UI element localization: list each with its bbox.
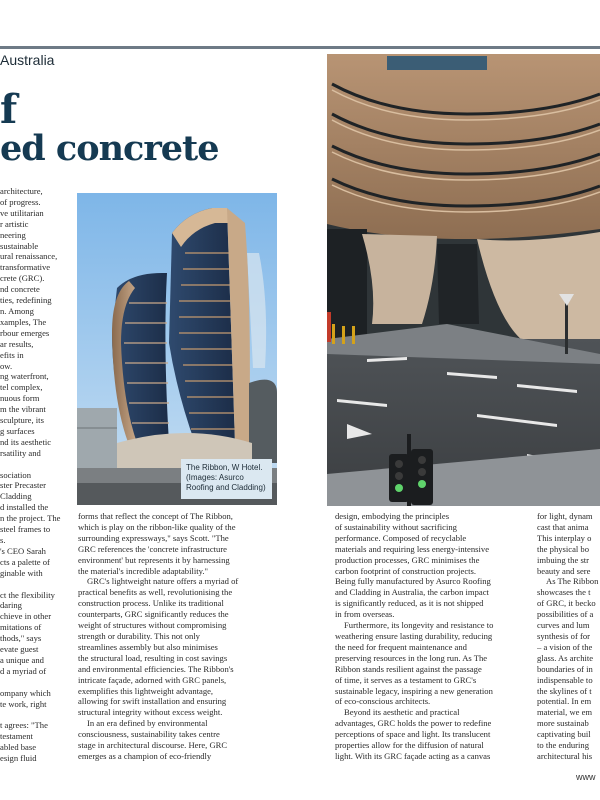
text-line: architecture,: [0, 186, 43, 196]
text-line: steel frames to: [0, 524, 51, 535]
text-line: in from overseas.: [335, 609, 395, 620]
text-line: environment' but represents it by harnessing: [78, 554, 230, 565]
body-column-1: [0, 186, 73, 780]
text-line: the need for frequent maintenance and: [335, 641, 467, 652]
text-line: ow.: [0, 360, 13, 371]
text-line: of GRC, it becko: [537, 598, 596, 609]
text-line: forms that reflect the concept of The Ribbon,: [78, 511, 233, 521]
caption-line-1: The Ribbon, W Hotel.: [186, 463, 263, 472]
text-line: evate guest: [0, 644, 39, 655]
footer-url: www: [576, 772, 596, 782]
text-line: crete (GRC).: [0, 273, 45, 284]
caption-line-3: Roofing and Cladding): [186, 483, 266, 492]
body-column-2: [78, 511, 278, 791]
text-line: GRC references the 'concrete infrastructure: [78, 543, 227, 554]
text-line: the physical bo: [537, 543, 590, 554]
text-line: [0, 710, 73, 721]
text-line: ural renaissance,: [0, 251, 58, 262]
text-line: of time, it serves as a testament to GRC's: [335, 674, 477, 685]
text-line: captivating buil: [537, 729, 591, 740]
text-line: carbon footprint of construction projects.: [335, 565, 477, 576]
text-line: daring: [0, 600, 22, 611]
text-line: glass. As archite: [537, 652, 594, 663]
text-line: advantages, GRC holds the power to redefine: [335, 718, 492, 729]
text-line: chieve in other: [0, 611, 52, 622]
text-line: counterparts, GRC significantly reduces the: [78, 609, 229, 620]
section-label: Australia: [0, 52, 55, 68]
text-line: materials and requiring less energy-intensive: [335, 543, 490, 554]
text-line: construction process. Unlike its traditional: [78, 598, 224, 609]
text-line: g surfaces: [0, 425, 35, 436]
text-line: nuous form: [0, 393, 40, 404]
text-line: streamlines assembly but also minimises: [78, 641, 218, 652]
text-line: GRC's lightweight nature offers a myriad of: [87, 576, 239, 587]
text-line: ties, redefining: [0, 295, 52, 306]
text-line: stage in architectural discourse. Here, GRC: [78, 740, 228, 751]
text-line: emerges as a champion of eco-friendly: [78, 750, 212, 761]
text-line: ompany which: [0, 687, 51, 698]
text-line: practical benefits as well, revolutionising the: [78, 587, 233, 598]
text-line: intricate façade, adorned with GRC panels,: [78, 674, 227, 685]
headline-line-1: f: [0, 86, 17, 133]
body-column-4: [537, 511, 600, 791]
text-line: cast that anima: [537, 521, 589, 532]
text-line: for light, dynam: [537, 511, 593, 521]
text-line: nd concrete: [0, 284, 40, 295]
top-rule: [0, 46, 600, 49]
text-line: tel complex,: [0, 382, 43, 393]
text-line: s.: [0, 535, 6, 545]
text-line: potential. In em: [537, 696, 592, 707]
text-line: ct the flexibility: [0, 589, 55, 600]
text-line: ar results,: [0, 338, 34, 349]
text-line: mitations of: [0, 622, 42, 633]
text-line: [0, 579, 73, 590]
text-line: beauty and sere: [537, 565, 591, 576]
body-column-3: [335, 511, 530, 791]
text-line: light. With its GRC façade acting as a canvas: [335, 750, 491, 761]
text-line: abled base: [0, 742, 37, 753]
text-line: exemplifies this lightweight advantage,: [78, 685, 214, 696]
text-line: sustainable: [0, 240, 39, 251]
text-line: rsatility and: [0, 447, 41, 458]
text-line: possibilities of a: [537, 609, 594, 620]
text-line: surrounding expressways," says Scott. "The: [78, 532, 229, 543]
text-line: [0, 677, 73, 688]
text-line: sculpture, its: [0, 415, 44, 426]
text-line: the structural load, resulting in cost savings: [78, 652, 228, 663]
text-line: In an era defined by environmental: [87, 718, 208, 729]
text-line: transformative: [0, 262, 51, 273]
text-line: ginable with: [0, 567, 43, 578]
text-line: nd its aesthetic: [0, 436, 52, 447]
text-line: curves and lum: [537, 620, 590, 631]
photo-caption: [181, 459, 272, 499]
text-line: indispensable to: [537, 674, 593, 685]
street-level-photo: [327, 54, 600, 506]
text-line: a unique and: [0, 654, 44, 665]
text-line: As The Ribbon: [546, 576, 599, 587]
text-line: 's CEO Sarah: [0, 545, 46, 556]
text-line: esign fluid: [0, 753, 37, 764]
text-line: consciousness, sustainability takes centre: [78, 729, 220, 740]
text-line: r artistic: [0, 218, 29, 229]
text-line: of eco-conscious architects.: [335, 696, 431, 707]
text-line: – a vision of the: [537, 641, 593, 652]
text-line: the skylines of t: [537, 685, 592, 696]
text-line: d installed the: [0, 502, 49, 513]
text-line: showcases the t: [537, 587, 591, 598]
text-line: rbour emerges: [0, 327, 50, 338]
text-line: n the project. The: [0, 513, 61, 524]
text-line: boundaries of in: [537, 663, 593, 674]
text-line: to the enduring: [537, 740, 590, 751]
text-line: allowing for swift installation and ensuring: [78, 696, 227, 707]
text-line: thods," says: [0, 633, 42, 644]
text-line: is significantly reduced, as it is not shipped: [335, 598, 484, 609]
text-line: testament: [0, 731, 33, 742]
text-line: Beyond its aesthetic and practical: [344, 707, 460, 718]
text-line: Being fully manufactured by Asurco Roofing: [335, 576, 491, 587]
text-line: n. Among: [0, 305, 34, 316]
text-line: imbuing the str: [537, 554, 590, 565]
text-line: structural integrity without excess weight.: [78, 707, 223, 718]
text-line: neering: [0, 229, 26, 240]
text-line: weathering ensure lasting durability, reducing: [335, 630, 493, 641]
text-line: t agrees: "The: [0, 720, 48, 731]
text-line: properties allow for the diffusion of natural: [335, 740, 484, 751]
text-line: which is play on the ribbon-like quality of the: [78, 521, 236, 532]
text-line: Cladding: [0, 491, 32, 502]
text-line: perceptions of space and light. Its translucent: [335, 729, 491, 740]
text-line: material, we em: [537, 707, 593, 718]
text-line: of sustainability without sacrificing: [335, 521, 457, 532]
text-line: [0, 459, 73, 470]
text-line: ve utilitarian: [0, 207, 44, 218]
text-line: m the vibrant: [0, 404, 46, 415]
text-line: d a myriad of: [0, 665, 47, 676]
text-line: ng waterfront,: [0, 371, 49, 382]
text-line: more sustainab: [537, 718, 589, 729]
text-line: Ribbon stands resilient against the passage: [335, 663, 482, 674]
text-line: sustainable legacy, inspiring a new generation: [335, 685, 493, 696]
text-line: the material's incredible adaptability.": [78, 565, 209, 576]
text-line: synthesis of for: [537, 630, 590, 641]
text-line: ster Precaster: [0, 480, 47, 491]
headline-line-2: ed concrete: [0, 128, 219, 169]
text-line: and Cladding in Australia, the carbon impact: [335, 587, 489, 598]
text-line: and environmental efficiencies. The Ribbon's: [78, 663, 234, 674]
text-line: weight of structures without compromising: [78, 620, 227, 631]
text-line: This interplay o: [537, 532, 592, 543]
text-line: of progress.: [0, 196, 41, 207]
text-line: strength or durability. This not only: [78, 630, 200, 641]
text-line: performance. Composed of recyclable: [335, 532, 467, 543]
text-line: architectural his: [537, 750, 593, 761]
text-line: te work, right: [0, 698, 47, 709]
text-line: Furthermore, its longevity and resistance to: [344, 620, 494, 631]
text-line: xamples, The: [0, 316, 47, 327]
caption-line-2: (Images: Asurco: [186, 473, 244, 482]
text-line: efits in: [0, 349, 24, 360]
text-line: sociation: [0, 469, 32, 480]
text-line: design, embodying the principles: [335, 511, 450, 521]
text-line: cts a palette of: [0, 556, 50, 567]
text-line: production processes, GRC minimises the: [335, 554, 480, 565]
text-line: preserving resources in the long run. As The: [335, 652, 488, 663]
